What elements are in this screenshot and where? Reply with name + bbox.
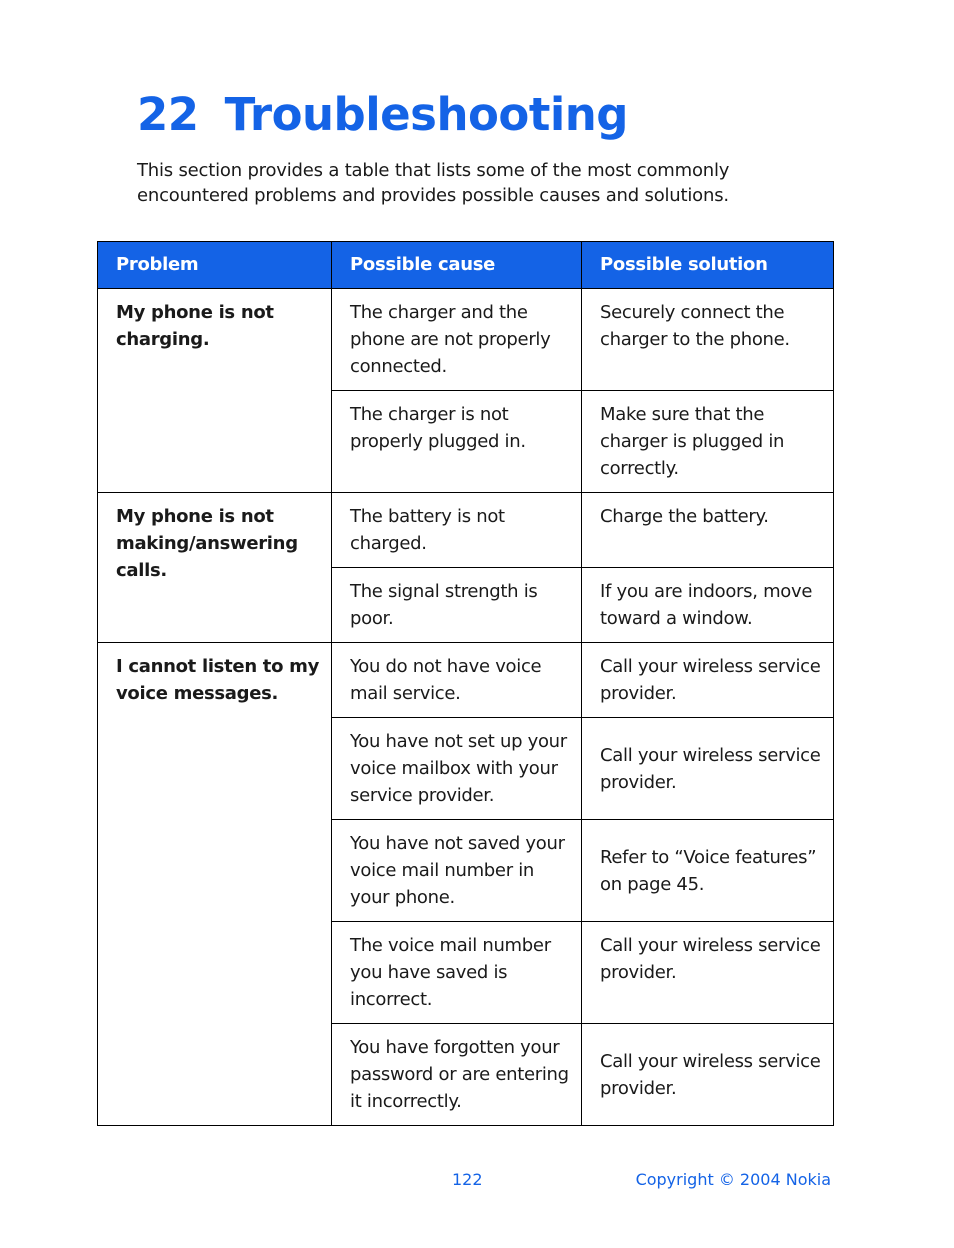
- table-header-row: [98, 242, 834, 289]
- cause-cell: The charger and the phone are not properly connected.: [332, 289, 582, 391]
- solution-cell: Call your wireless service provider.: [582, 922, 834, 1024]
- page-number: 122: [452, 1170, 483, 1189]
- cause-cell: The battery is not charged.: [332, 493, 582, 568]
- table-row: [98, 493, 834, 568]
- table-row: [98, 643, 834, 718]
- cause-cell: You have forgotten your password or are entering it incorrectly.: [332, 1024, 582, 1126]
- problem-cell: My phone is not charging.: [98, 289, 332, 493]
- solution-cell: If you are indoors, move toward a window.: [582, 568, 834, 643]
- chapter-number: 22: [137, 88, 199, 141]
- solution-cell: Call your wireless service provider.: [582, 1024, 834, 1126]
- problem-cell: My phone is not making/answering calls.: [98, 493, 332, 643]
- solution-cell: Make sure that the charger is plugged in correctly.: [582, 391, 834, 493]
- solution-cell: Refer to “Voice features” on page 45.: [582, 820, 834, 922]
- cause-cell: The charger is not properly plugged in.: [332, 391, 582, 493]
- solution-cell: Call your wireless service provider.: [582, 643, 834, 718]
- header-problem: Problem: [98, 242, 332, 289]
- cause-cell: You have not saved your voice mail number in your phone.: [332, 820, 582, 922]
- table-row: [98, 289, 834, 391]
- cause-cell: You do not have voice mail service.: [332, 643, 582, 718]
- solution-cell: Securely connect the charger to the phone.: [582, 289, 834, 391]
- cause-cell: You have not set up your voice mailbox with your service provider.: [332, 718, 582, 820]
- header-possible-cause: Possible cause: [332, 242, 582, 289]
- cause-cell: The voice mail number you have saved is incorrect.: [332, 922, 582, 1024]
- solution-cell: Call your wireless service provider.: [582, 718, 834, 820]
- troubleshooting-table: [97, 241, 834, 1126]
- intro-paragraph: This section provides a table that lists some of the most commonly encountered problems and provides possible causes and solutions.: [137, 160, 730, 206]
- solution-cell: Charge the battery.: [582, 493, 834, 568]
- copyright-notice: Copyright © 2004 Nokia: [635, 1170, 831, 1189]
- chapter-name: Troubleshooting: [224, 88, 629, 141]
- problem-cell: I cannot listen to my voice messages.: [98, 643, 332, 1126]
- chapter-title: [137, 86, 628, 144]
- cause-cell: The signal strength is poor.: [332, 568, 582, 643]
- header-possible-solution: Possible solution: [582, 242, 834, 289]
